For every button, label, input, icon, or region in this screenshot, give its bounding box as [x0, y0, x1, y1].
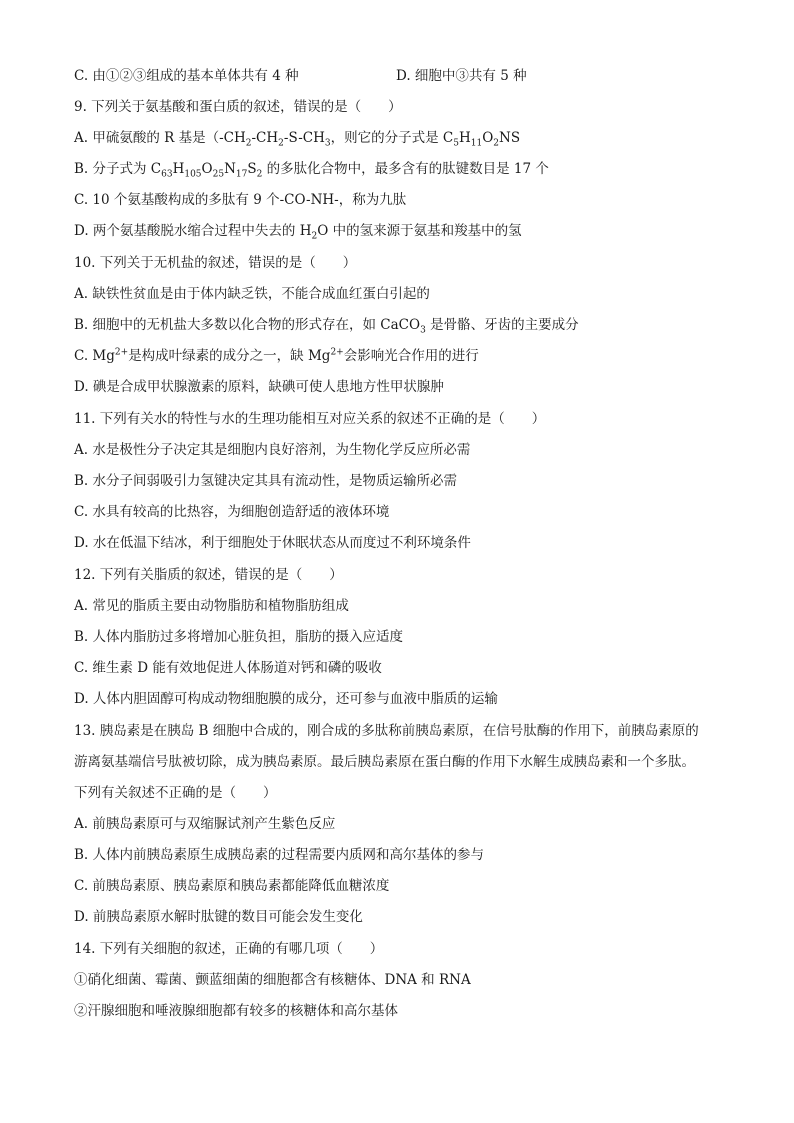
text-line-q13b: B. 人体内前胰岛素原生成胰岛素的过程需要内质网和高尔基体的参与: [74, 847, 485, 863]
text-line-q11a: A. 水是极性分子决定其是细胞内良好溶剂，为生物化学反应所必需: [74, 442, 471, 458]
option-d-text: D. 细胞中③共有 5 种: [396, 68, 527, 84]
text-line-q11d: D. 水在低温下结冰，利于细胞处于休眠状态从而度过不利环境条件: [74, 535, 471, 551]
text-line-q12a: A. 常见的脂质主要由动物脂肪和植物脂肪组成: [74, 598, 349, 614]
text-line-q14-2: ②汗腺细胞和唾液腺细胞都有较多的核糖体和高尔基体: [74, 1003, 398, 1019]
text-line-q13a: A. 前胰岛素原可与双缩脲试剂产生紫色反应: [74, 816, 336, 832]
text-line-q12c: C. 维生素 D 能有效地促进人体肠道对钙和磷的吸收: [74, 660, 382, 676]
text-line-q13-3: 下列有关叙述不正确的是（ ）: [74, 785, 277, 801]
text-line-q10b: B. 细胞中的无机盐大多数以化合物的形式存在，如 CaCO$_3$ 是骨骼、牙齿的主要成分: [74, 317, 579, 336]
option-line: [74, 66, 527, 86]
text-line-q13d: D. 前胰岛素原水解时肽键的数目可能会发生变化: [74, 909, 363, 925]
text-line-q9b: B. 分子式为 $C_{63}H_{105}O_{25}N_{17}S_2$ 的多肽化合物中，最多含有的肽键数目是 17 个: [74, 161, 549, 180]
text-line-q11b: B. 水分子间弱吸引力氢键决定其具有流动性，是物质运输所必需: [74, 473, 458, 489]
text-line-q9: 9. 下列关于氨基酸和蛋白质的叙述，错误的是（ ）: [74, 99, 402, 115]
option-c-text: C. 由①②③组成的基本单体共有 4 种: [74, 68, 299, 84]
text-line-q10: 10. 下列关于无机盐的叙述，错误的是（ ）: [74, 255, 357, 271]
text-line-q9a: A. 甲硫氨酸的 R 基是（$-CH_2-CH_2-S-CH_3$，则它的分子式是 $C_5H_{11}O_2NS$: [74, 130, 521, 149]
text-line-q9d: D. 两个氨基酸脱水缩合过程中失去的 $H_2O$ 中的氢来源于氨基和羧基中的氢: [74, 223, 522, 242]
text-line-q10d: D. 碘是合成甲状腺激素的原料，缺碘可使人患地方性甲状腺肿: [74, 379, 444, 395]
text-line-q12b: B. 人体内脂肪过多将增加心脏负担，脂肪的摄入应适度: [74, 629, 404, 645]
text-line-q14: 14. 下列有关细胞的叙述，正确的有哪几项（ ）: [74, 941, 384, 957]
text-line-q9c: C. 10 个氨基酸构成的多肽有 9 个-CO-NH-，称为九肽: [74, 192, 407, 208]
text-line-q13-1: 13. 胰岛素是在胰岛 B 细胞中合成的，刚合成的多肽称前胰岛素原，在信号肽酶的作用下，前胰岛素原的: [74, 723, 699, 739]
text-line-q13c: C. 前胰岛素原、胰岛素原和胰岛素都能降低血糖浓度: [74, 878, 390, 894]
text-line-q14-1: ①硝化细菌、霉菌、颤蓝细菌的细胞都含有核糖体、DNA 和 RNA: [74, 972, 471, 988]
text-line-q11: 11. 下列有关水的特性与水的生理功能相互对应关系的叙述不正确的是（ ）: [74, 411, 546, 427]
text-line-q10c: C. $Mg^{2+}$是构成叶绿素的成分之一，缺 $Mg^{2+}$会影响光合作用的进行: [74, 347, 479, 364]
text-line-q11c: C. 水具有较高的比热容，为细胞创造舒适的液体环境: [74, 504, 390, 520]
text-line-q10a: A. 缺铁性贫血是由于体内缺乏铁，不能合成血红蛋白引起的: [74, 286, 430, 302]
text-line-q12: 12. 下列有关脂质的叙述，错误的是（ ）: [74, 567, 343, 583]
text-line-q13-2: 游离氨基端信号肽被切除，成为胰岛素原。最后胰岛素原在蛋白酶的作用下水解生成胰岛素和一个多肽。: [74, 754, 695, 770]
text-line-q12d: D. 人体内胆固醇可构成动物细胞膜的成分，还可参与血液中脂质的运输: [74, 691, 498, 707]
